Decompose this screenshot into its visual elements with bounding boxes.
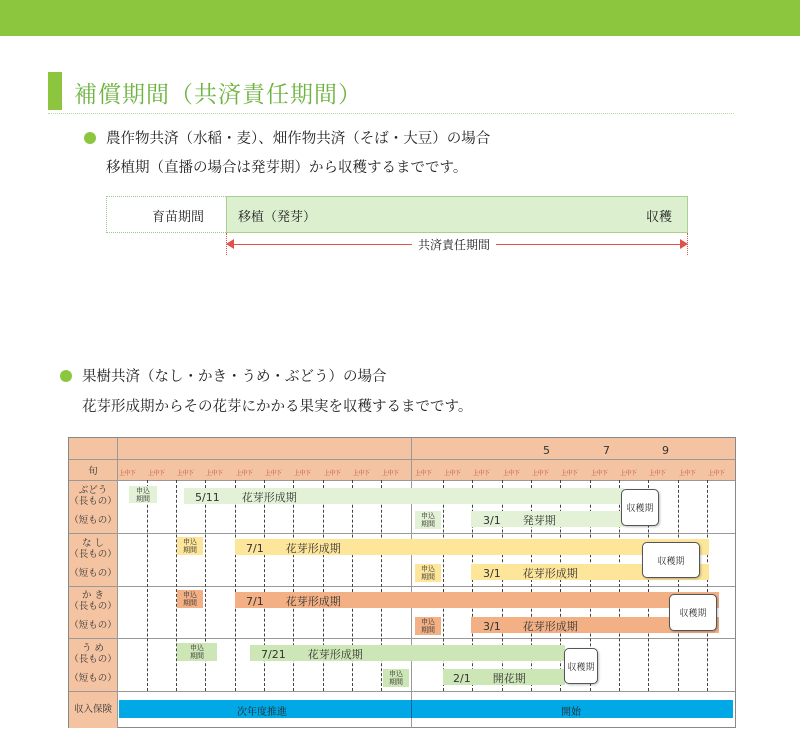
sub-header: 上中下: [353, 470, 370, 477]
jun-label: 旬: [88, 466, 98, 477]
apply-period-box: 申込 期間: [383, 669, 409, 687]
month-label: 7: [603, 444, 610, 457]
ume-short-label: 2/1 開花期: [453, 672, 526, 685]
sub-header: 上中下: [415, 470, 432, 477]
row-label-pear-short: （短もの）: [69, 568, 117, 579]
sub-header: 上中下: [236, 470, 253, 477]
apply-period-box: 申込 期間: [415, 617, 441, 635]
row-label-grape-long: ぶどう （長もの）: [69, 485, 117, 507]
insurance-right-label: 開始: [561, 707, 581, 718]
month-label: 5: [543, 444, 550, 457]
arrow-left-icon: [226, 239, 234, 249]
grid-line: [69, 459, 735, 460]
heading-title: 補償期間（共済責任期間）: [74, 82, 362, 108]
heading-accent-bar: [48, 72, 62, 110]
transplant-label: 移植（発芽）: [238, 210, 317, 225]
sub-header: 上中下: [591, 470, 608, 477]
apply-period-box: 申込 期間: [177, 590, 203, 608]
apply-period-box: 申込 期間: [177, 537, 203, 555]
sub-header: 上中下: [503, 470, 520, 477]
grid-line: [69, 638, 735, 639]
harvest-period-box: 収穫期: [564, 648, 598, 684]
fruit-line-2: 花芽形成期からその花芽にかかる果実を収穫するまでです。: [82, 399, 473, 415]
sub-header: 上中下: [119, 470, 136, 477]
sub-header: 上中下: [382, 470, 399, 477]
grid-dash: [707, 480, 708, 691]
grid-line: [411, 438, 412, 728]
sub-header: 上中下: [708, 470, 725, 477]
grid-line: [69, 533, 735, 534]
nursery-label: 育苗期間: [152, 210, 205, 225]
harvest-period-box: 収穫期: [642, 542, 700, 578]
row-label-ume-long: う め （長もの）: [69, 643, 117, 665]
harvest-period-box: 収穫期: [669, 594, 717, 631]
sub-header: 上中下: [620, 470, 637, 477]
arrow-right-icon: [680, 239, 688, 249]
apply-period-box: 申込 期間: [177, 643, 217, 661]
sub-header: 上中下: [444, 470, 461, 477]
rice-line-1: 農作物共済（水稲・麦）、畑作物共済（そば・大豆）の場合: [106, 131, 491, 147]
sub-header: 上中下: [265, 470, 282, 477]
ume-long-label: 7/21 花芽形成期: [261, 648, 363, 661]
pear-short-label: 3/1 花芽形成期: [483, 567, 578, 580]
fruit-schedule-table: [68, 437, 736, 728]
apply-period-box: 申込 期間: [415, 511, 441, 529]
sub-header: 上中下: [177, 470, 194, 477]
row-label-kaki-short: （短もの）: [69, 620, 117, 631]
kaki-short-label: 3/1 花芽形成期: [483, 620, 578, 633]
kaki-long-label: 7/1 花芽形成期: [246, 595, 341, 608]
sub-header: 上中下: [148, 470, 165, 477]
grid-line: [69, 691, 735, 692]
harvest-label: 収穫: [646, 210, 673, 225]
apply-period-box: 申込 期間: [129, 486, 157, 503]
sub-header: 上中下: [649, 470, 666, 477]
sub-header: 上中下: [532, 470, 549, 477]
sub-header: 上中下: [473, 470, 490, 477]
grid-dash: [235, 480, 236, 691]
pear-long-label: 7/1 花芽形成期: [246, 542, 341, 555]
insurance-left-label: 次年度推進: [237, 707, 287, 718]
row-label-kaki-long: か き （長もの）: [69, 590, 117, 612]
grid-line: [117, 438, 118, 728]
sub-header: 上中下: [206, 470, 223, 477]
sub-header: 上中下: [324, 470, 341, 477]
grid-line: [69, 586, 735, 587]
sub-header: 上中下: [679, 470, 696, 477]
period-label: 共済責任期間: [412, 236, 496, 253]
grid-dash: [678, 480, 679, 691]
grape-short-label: 3/1 発芽期: [483, 514, 556, 527]
bullet-icon: [84, 132, 96, 144]
fruit-line-1: 果樹共済（なし・かき・うめ・ぶどう）の場合: [82, 369, 387, 385]
top-banner: [0, 0, 800, 36]
grid-line: [69, 480, 735, 481]
month-label: 9: [662, 444, 669, 457]
sub-header: 上中下: [561, 470, 578, 477]
harvest-period-box: 収穫期: [621, 489, 659, 526]
bullet-icon: [60, 370, 72, 382]
insurance-bar: [119, 700, 733, 718]
row-label-insurance: 収入保険: [73, 704, 112, 715]
grape-long-label: 5/11 花芽形成期: [195, 491, 297, 504]
row-label-pear-long: な し （長もの）: [69, 538, 117, 560]
apply-period-box: 申込 期間: [415, 564, 441, 582]
sub-header: 上中下: [294, 470, 311, 477]
grid-dash: [147, 480, 148, 691]
grid-line: [411, 700, 412, 718]
row-label-grape-short: （短もの）: [69, 515, 117, 526]
row-label-ume-short: （短もの）: [69, 673, 117, 684]
section-heading: [48, 70, 734, 114]
rice-line-2: 移植期（直播の場合は発芽期）から収穫するまでです。: [106, 160, 468, 176]
